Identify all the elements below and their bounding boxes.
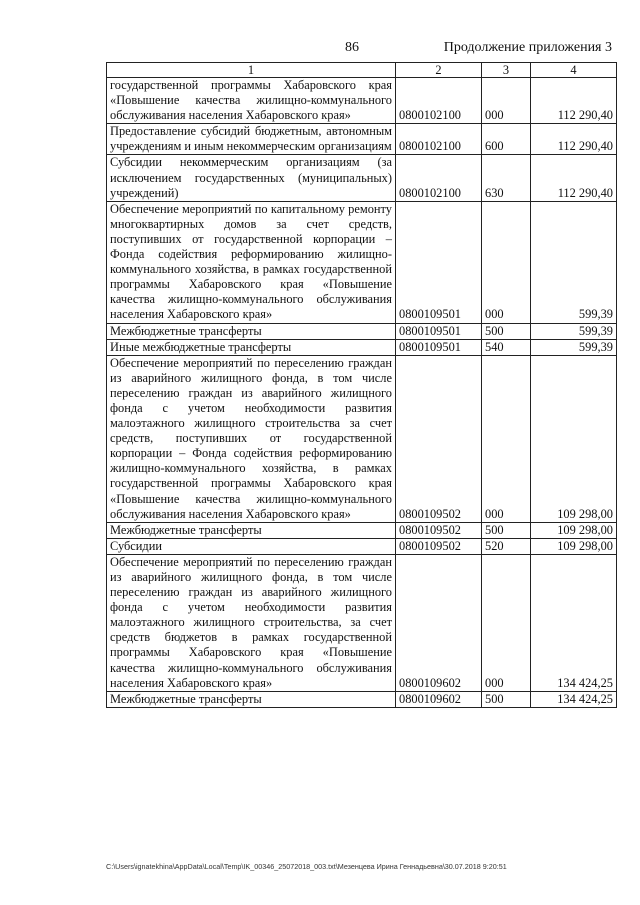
- target-article-code: 0800109502: [396, 538, 482, 554]
- target-article-code: 0800109501: [396, 201, 482, 323]
- expense-type-code: 500: [482, 323, 531, 339]
- amount-value: 112 290,40: [531, 78, 617, 124]
- row-description: Межбюджетные трансферты: [107, 522, 396, 538]
- amount-value: 109 298,00: [531, 355, 617, 522]
- target-article-code: 0800109602: [396, 691, 482, 707]
- row-description: Обеспечение мероприятий по переселению граждан из аварийного жилищного фонда, в том числе переселению граждан из аварийного жилищного фонда с учетом необходимости развития малоэтажного жилищного строительства за счет средств, поступивших от государственной корпорации – Фонда содействия реформированию жилищно-коммунального хозяйства, в рамках государственной программы Хабаровского края «Повышение качества жилищно-коммунального обслуживания населения Хабаровского края»: [107, 355, 396, 522]
- budget-table: [106, 62, 617, 708]
- expense-type-code: 600: [482, 124, 531, 155]
- target-article-code: 0800102100: [396, 78, 482, 124]
- table-row: [107, 691, 617, 707]
- row-description: Субсидии: [107, 538, 396, 554]
- amount-value: 112 290,40: [531, 155, 617, 201]
- row-description: Межбюджетные трансферты: [107, 323, 396, 339]
- amount-value: 599,39: [531, 339, 617, 355]
- amount-value: 134 424,25: [531, 691, 617, 707]
- table-row: [107, 538, 617, 554]
- expense-type-code: 500: [482, 522, 531, 538]
- column-header: 2: [396, 63, 482, 78]
- table-row: [107, 323, 617, 339]
- target-article-code: 0800102100: [396, 155, 482, 201]
- column-header: 1: [107, 63, 396, 78]
- amount-value: 599,39: [531, 323, 617, 339]
- amount-value: 109 298,00: [531, 522, 617, 538]
- expense-type-code: 000: [482, 78, 531, 124]
- row-description: Субсидии некоммерческим организациям (за исключением государственных (муниципальных) учреждений): [107, 155, 396, 201]
- expense-type-code: 630: [482, 155, 531, 201]
- amount-value: 134 424,25: [531, 554, 617, 691]
- row-description: Предоставление субсидий бюджетным, автономным учреждениям и иным некоммерческим организациям: [107, 124, 396, 155]
- target-article-code: 0800109502: [396, 522, 482, 538]
- table-row: [107, 155, 617, 201]
- table-row: [107, 124, 617, 155]
- file-path-footer: C:\Users\ignatekhina\AppData\Local\Temp\IK_00346_25072018_003.txt\Мезенцева Ирина Геннадьевна\30.07.2018 9:20:51: [106, 862, 507, 871]
- table-row: [107, 78, 617, 124]
- column-header: 4: [531, 63, 617, 78]
- expense-type-code: 500: [482, 691, 531, 707]
- row-description: государственной программы Хабаровского края «Повышение качества жилищно-коммунального обслуживания населения Хабаровского края»: [107, 78, 396, 124]
- table-row: [107, 522, 617, 538]
- row-description: Межбюджетные трансферты: [107, 691, 396, 707]
- target-article-code: 0800102100: [396, 124, 482, 155]
- table-row: [107, 355, 617, 522]
- row-description: Иные межбюджетные трансферты: [107, 339, 396, 355]
- table-row: [107, 339, 617, 355]
- expense-type-code: 540: [482, 339, 531, 355]
- expense-type-code: 000: [482, 201, 531, 323]
- expense-type-code: 000: [482, 554, 531, 691]
- page-number: 86: [345, 40, 359, 55]
- amount-value: 112 290,40: [531, 124, 617, 155]
- amount-value: 599,39: [531, 201, 617, 323]
- target-article-code: 0800109501: [396, 323, 482, 339]
- table-row: [107, 201, 617, 323]
- column-header: 3: [482, 63, 531, 78]
- target-article-code: 0800109501: [396, 339, 482, 355]
- expense-type-code: 000: [482, 355, 531, 522]
- target-article-code: 0800109502: [396, 355, 482, 522]
- amount-value: 109 298,00: [531, 538, 617, 554]
- expense-type-code: 520: [482, 538, 531, 554]
- row-description: Обеспечение мероприятий по переселению граждан из аварийного жилищного фонда, в том числе переселению граждан из аварийного жилищного фонда с учетом необходимости развития малоэтажного жилищного строительства, за счет средств бюджетов в рамках государственной программы Хабаровского края «Повышение качества жилищно-коммунального обслуживания населения Хабаровского края»: [107, 554, 396, 691]
- column-number-row: [107, 63, 617, 78]
- target-article-code: 0800109602: [396, 554, 482, 691]
- row-description: Обеспечение мероприятий по капитальному ремонту многоквартирных домов за счет средств, поступивших от государственной корпорации – Фонда содействия реформированию жилищно-коммунального хозяйства, в рамках государственной программы Хабаровского края «Повышение качества жилищно-коммунального обслуживания населения Хабаровского края»: [107, 201, 396, 323]
- continuation-header: Продолжение приложения 3: [443, 40, 612, 55]
- table-row: [107, 554, 617, 691]
